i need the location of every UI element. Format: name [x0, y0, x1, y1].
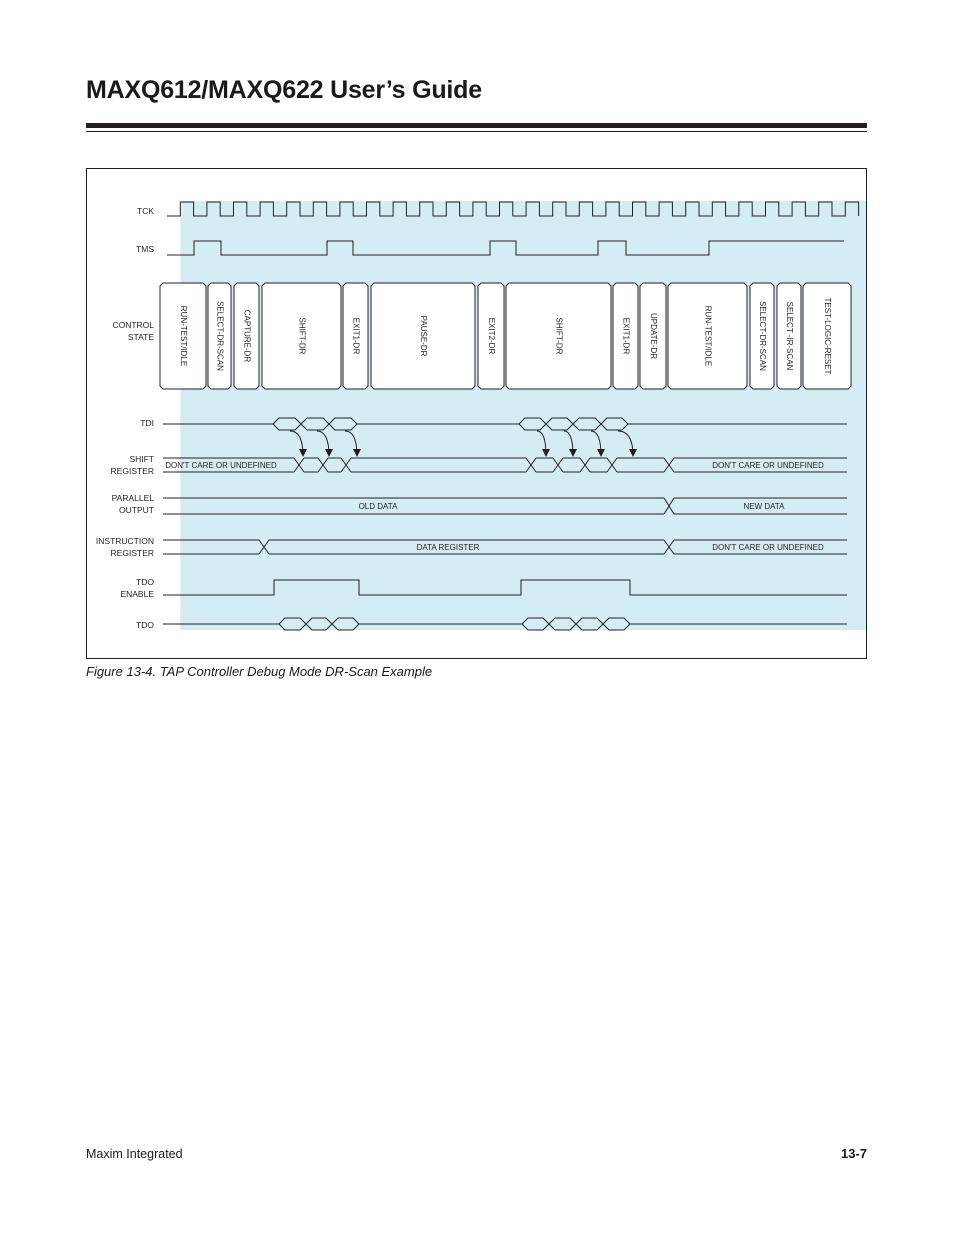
signal-label: TMS: [136, 244, 154, 254]
state-label: TEST-LOGIC-RESET: [822, 297, 832, 375]
signal-label: OUTPUT: [119, 505, 154, 515]
state-label: SELECT -IR-SCAN: [784, 301, 794, 371]
clock-stripe: [500, 201, 528, 630]
state-label: EXIT2-DR: [486, 317, 496, 355]
state-label: CAPTURE-DR: [242, 309, 252, 363]
state-label: SELECT-DR-SCAN: [757, 301, 767, 371]
state-label: UPDATE-DR: [648, 312, 658, 360]
bus-label: DON'T CARE OR UNDEFINED: [712, 543, 824, 552]
state-label: RUN-TEST/IDLE: [178, 305, 188, 367]
clock-stripe: [659, 201, 687, 630]
state-label: SHIFT-DR: [554, 317, 564, 355]
bus-label: DON'T CARE OR UNDEFINED: [712, 461, 824, 470]
clock-stripe: [420, 201, 448, 630]
footer-page-number: 13-7: [840, 1146, 867, 1161]
signal-label: REGISTER: [110, 466, 154, 476]
clock-stripe: [819, 201, 847, 630]
clock-stripe: [234, 201, 262, 630]
timing-diagram-frame: [86, 168, 867, 659]
state-label: RUN-TEST/IDLE: [703, 305, 713, 367]
header-rule-thin: [86, 131, 867, 132]
signal-label: TDI: [140, 418, 154, 428]
signal-label: REGISTER: [110, 548, 154, 558]
signal-label: PARALLEL: [111, 493, 154, 503]
signal-label: CONTROL: [112, 320, 154, 330]
clock-stripe: [579, 201, 607, 630]
state-label: SELECT-DR-SCAN: [215, 301, 225, 371]
bus-label: OLD DATA: [358, 502, 398, 511]
clock-stripe: [446, 201, 474, 630]
clock-stripe: [739, 201, 767, 630]
figure-caption: Figure 13-4. TAP Controller Debug Mode DR-Scan Example: [86, 664, 433, 679]
signal-label: SHIFT: [129, 454, 154, 464]
clock-stripe: [553, 201, 581, 630]
state-label: PAUSE-DR: [418, 315, 428, 357]
clock-stripe: [686, 201, 714, 630]
signal-label: ENABLE: [120, 589, 154, 599]
signal-label: INSTRUCTION: [95, 536, 154, 546]
signal-label: TDO: [136, 620, 154, 630]
clock-stripe: [180, 201, 208, 630]
clock-stripe: [712, 201, 740, 630]
bus-label: DATA REGISTER: [416, 543, 480, 552]
state-label: SHIFT-DR: [297, 317, 307, 355]
clock-stripe: [340, 201, 368, 630]
clock-stripe: [393, 201, 421, 630]
state-label: EXIT1-DR: [621, 317, 631, 355]
clock-stripe: [313, 201, 341, 630]
clock-stripe: [845, 201, 866, 630]
state-label: EXIT1-DR: [351, 317, 361, 355]
clock-stripe: [473, 201, 501, 630]
timing-diagram: [87, 169, 866, 658]
clock-stripe: [766, 201, 794, 630]
clock-stripe: [606, 201, 634, 630]
bus-label: NEW DATA: [743, 502, 785, 511]
footer-company: Maxim Integrated: [86, 1147, 183, 1161]
header-rule-thick: [86, 123, 867, 128]
clock-stripe: [526, 201, 554, 630]
clock-stripe: [367, 201, 395, 630]
clock-stripe: [207, 201, 235, 630]
clock-stripe: [287, 201, 315, 630]
signal-label: STATE: [127, 332, 154, 342]
bus-label: DON'T CARE OR UNDEFINED: [165, 461, 277, 470]
clock-stripe: [792, 201, 820, 630]
clock-stripe: [633, 201, 661, 630]
signal-label: TCK: [137, 206, 154, 216]
signal-label: TDO: [136, 577, 154, 587]
clock-stripe: [260, 201, 288, 630]
document-title: MAXQ612/MAXQ622 User’s Guide: [86, 76, 482, 104]
